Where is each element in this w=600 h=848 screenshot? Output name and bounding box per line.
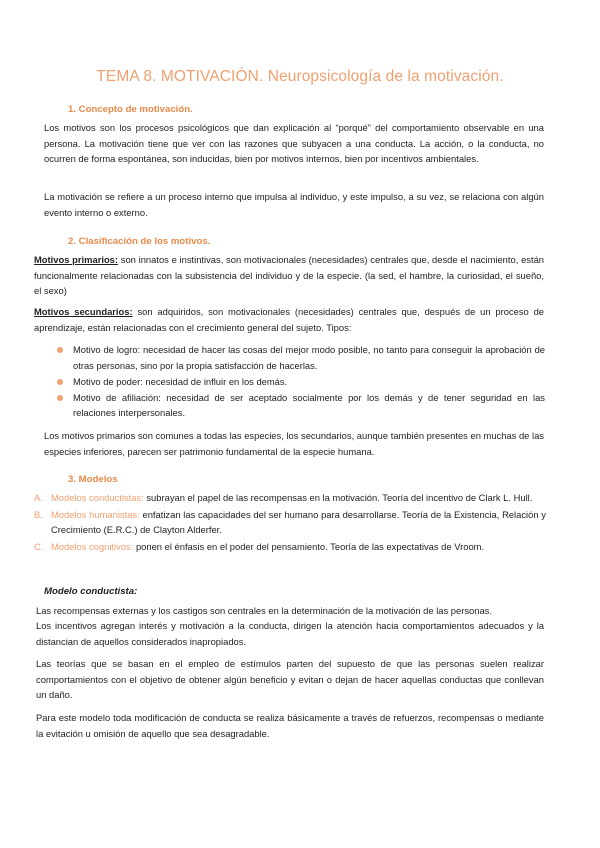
list-item: B. Modelos humanistas: enfatizan las capacidades del ser humano para desarrollarse. Teoría de la Existencia, Relación y Crecimiento (E.R.C.) de Clayton Alderfer. [34, 508, 546, 536]
list-item: Motivo de afiliación: necesidad de ser aceptado socialmente por los demás y de tener seguridad en las relaciones interpersonales. [55, 390, 545, 421]
bullet-icon [57, 395, 63, 401]
section-2-heading: 2. Clasificación de los motivos. [68, 236, 211, 247]
conductista-paragraph-2: Las teorías que se basan en el empleo de estímulos parten del supuesto de que las personas suelen realizar comportamientos con el objetivo de obtener algún beneficio y evitan o dejan de hacer aquellas conductas que conllevan un daño. [36, 658, 544, 701]
bullet-icon [57, 347, 63, 353]
section-3-heading: 3. Modelos [68, 474, 118, 485]
conductista-paragraph-3: Para este modelo toda modificación de conducta se realiza básicamente a través de refuerzos, recompensas o mediante la evitación u omisión de aquello que sea desagradable. [36, 712, 544, 739]
conductista-paragraph-1b: Los incentivos agregan interés y motivación a la conducta, dirigen la atención hacia comportamientos adecuados y la distancian de aquellos considerados inapropiados. [36, 620, 544, 647]
section-1-paragraph-1: Los motivos son los procesos psicológicos que dan explicación al “porqué” del comportamiento observable en una persona. La motivación tiene que ver con las razones que subyacen a una conducta. La acción, o la conducta, no ocurren de forma espontánea, son inducidas, bien por motivos internos, bien por incentivos ambientales. [44, 122, 544, 165]
bullet-icon [57, 379, 63, 385]
page-title: TEMA 8. MOTIVACIÓN. Neuropsicología de la motivación. [96, 68, 504, 85]
section-1-paragraph-2: La motivación se refiere a un proceso interno que impulsa al individuo, y este impulso, a su vez, se relaciona con algún evento interno o externo. [44, 191, 544, 218]
motivos-primarios-text: son innatos e instintivas, son motivacionales (necesidades) centrales que, desde el nacimiento, están funcionalmente relacionadas con la subsistencia del individuo y de la especie. (la sed, el hambre, la curiosidad, el sueño, el sexo) [34, 254, 545, 297]
motivos-primarios-label: Motivos primarios: [34, 254, 119, 265]
motivos-secundarios-text: son adquiridos, son motivacionales (necesidades) centrales que, después de un proceso de aprendizaje, están relacionadas con el crecimiento general del sujeto. Tipos: [34, 306, 544, 333]
motivos-secundarios-label: Motivos secundarios: [34, 306, 133, 317]
list-item: C. Modelos cognitivos: ponen el énfasis en el poder del pensamiento. Teoría de las expectativas de Vroom. [34, 540, 485, 552]
list-item: Motivo de poder: necesidad de influir en los demás. [55, 374, 545, 390]
conductista-paragraph-1a: Las recompensas externas y los castigos son centrales en la determinación de la motivación de las personas. [36, 605, 492, 616]
list-item: Motivo de logro: necesidad de hacer las cosas del mejor modo posible, no tanto para conseguir la aprobación de otras personas, sino por la propia satisfacción de hacerlas. [55, 342, 545, 373]
list-item: A. Modelos conductistas: subrayan el papel de las recompensas en la motivación. Teoría del incentivo de Clark L. Hull. [34, 492, 533, 503]
models-list [34, 490, 546, 555]
motivos-secundarios-paragraph [34, 304, 544, 335]
section-2-final-paragraph: Los motivos primarios son comunes a todas las especies, los secundarios, aunque también presentes en muchas de las especies inferiores, parecen ser patrimonio fundamental de la especie humana. [44, 430, 544, 457]
section-1-heading: 1. Concepto de motivación. [68, 104, 193, 115]
modelo-conductista-heading: Modelo conductista: [44, 586, 138, 597]
motivos-primarios-paragraph [34, 252, 544, 299]
motivos-secundarios-list [55, 342, 545, 421]
